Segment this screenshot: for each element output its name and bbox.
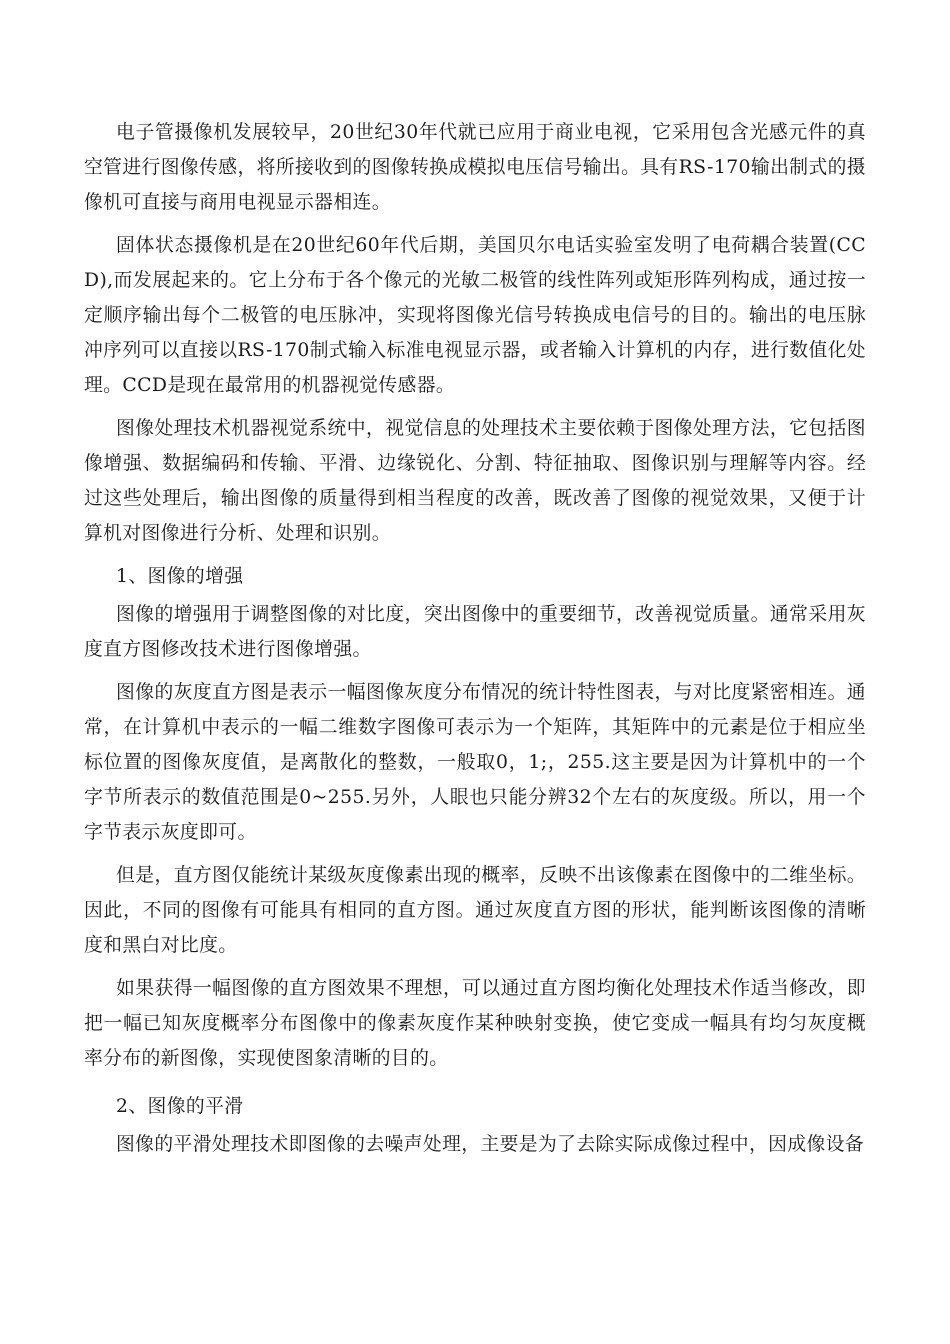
paragraph-enhancement-intro: 图像的增强用于调整图像的对比度，突出图像中的重要细节，改善视觉质量。通常采用灰度直方图修改技术进行图像增强。 [84, 604, 866, 660]
paragraph-vacuum-tube-camera: 电子管摄像机发展较早，20世纪30年代就已应用于商业电视，它采用包含光感元件的真空管进行图像传感，将所接收到的图像转换成模拟电压信号输出。具有RS-170输出制式的摄像机可直接与商用电视显示器相连。 [84, 122, 866, 213]
paragraph-histogram-equalization: 如果获得一幅图像的直方图效果不理想，可以通过直方图均衡化处理技术作适当修改，即把一幅已知灰度概率分布图像中的像素灰度作某种映射变换，使它变成一幅具有均匀灰度概率分布的新图像，实现使图象清晰的目的。 [84, 978, 866, 1069]
paragraph-histogram-limits: 但是，直方图仅能统计某级灰度像素出现的概率，反映不出该像素在图像中的二维坐标。因此，不同的图像有可能具有相同的直方图。通过灰度直方图的形状，能判断该图像的清晰度和黑白对比度。 [84, 865, 866, 956]
section-heading-smoothing: 2、图像的平滑 [116, 1096, 244, 1117]
paragraph-solid-state-camera: 固体状态摄像机是在20世纪60年代后期，美国贝尔电话实验室发明了电荷耦合装置(CCD),而发展起来的。它上分布于各个像元的光敏二极管的线性阵列或矩形阵列构成，通过按一定顺序输出每个二极管的电压脉冲，实现将图像光信号转换成电信号的目的。输出的电压脉冲序列可以直接以RS-170制式输入标准电视显示器，或者输入计算机的内存，进行数值化处理。CCD是现在最常用的机器视觉传感器。 [84, 235, 866, 396]
document-page [84, 115, 866, 1170]
section-heading-enhancement: 1、图像的增强 [116, 566, 244, 587]
paragraph-histogram: 图像的灰度直方图是表示一幅图像灰度分布情况的统计特性图表，与对比度紧密相连。通常，在计算机中表示的一幅二维数字图像可表示为一个矩阵，其矩阵中的元素是位于相应坐标位置的图像灰度值，是离散化的整数，一般取0，1;，255.这主要是因为计算机中的一个字节所表示的数值范围是0~255.另外，人眼也只能分辨32个左右的灰度级。所以，用一个字节表示灰度即可。 [84, 682, 866, 843]
paragraph-smoothing: 图像的平滑处理技术即图像的去噪声处理，主要是为了去除实际成像过程中，因成像设备 [116, 1134, 865, 1155]
paragraph-image-processing: 图像处理技术机器视觉系统中，视觉信息的处理技术主要依赖于图像处理方法，它包括图像增强、数据编码和传输、平滑、边缘锐化、分割、特征抽取、图像识别与理解等内容。经过这些处理后，输出图像的质量得到相当程度的改善，既改善了图像的视觉效果，又便于计算机对图像进行分析、处理和识别。 [84, 418, 866, 544]
